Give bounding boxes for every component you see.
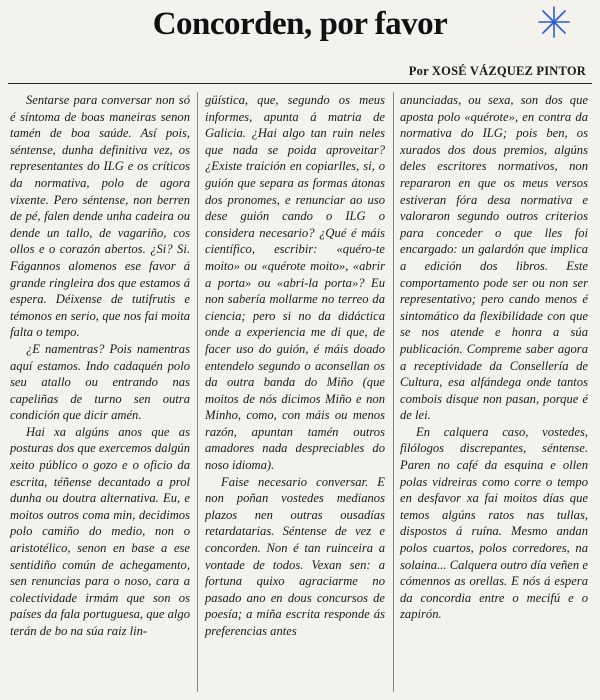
- paragraph: Sentarse para conversar non só é síntoma de boas maneiras senon tamén de boa saúde. Así pois, séntense, dunha definitiva vez, os representantes do ILG e os críticos da normativa, polo de agora vixente. Pero séntense, non berren de pé, falen dende unha cadeira ou dende un tallo, de vagariño, cos ollos e o corazón abertos. ¿Si? Si. Fágannos alomenos ese favor á grande ringleira dos que estamos á espera. Déixense de tutifrutis e témonos en serio, que nos fai moita falta o tempo.: [10, 93, 190, 340]
- column-divider: [393, 92, 394, 692]
- paragraph: ¿E namentras? Pois namentras aquí estamos. Indo cadaquén polo seu atallo ou entrando nas capeliñas de turno sen outra condición que dicir amén.: [10, 341, 190, 423]
- article-column-1: [10, 92, 190, 640]
- paragraph: Hai xa algúns anos que as posturas dos que exercemos dalgún xeito público o gozo e o oficio da escrita, téñense decantado a prol dunha ou doutra alternativa. Eu, e moitos outros coma min, decidimos polo camiño do medio, non o aristotélico, senon en base a ese sentidiño común de achegamento, sen renuncias para o noso, cara a colectividade irmám que son os países da fala portuguesa, que algo terán de bo na súa raiz lin-: [10, 424, 190, 638]
- article-column-3: [400, 92, 588, 623]
- article-title: Concorden, por favor: [152, 6, 448, 42]
- byline: Por XOSÉ VÁZQUEZ PINTOR: [408, 64, 586, 78]
- column-divider: [197, 92, 198, 692]
- paragraph: Faise necesario conversar. E non poñan vostedes medianos plazos nen outras ousadías retardatarias. Séntense de vez e concorden. Non é tan ruinceira a vontade de todos. Vexan sen: a fortuna quixo agraciarme no pasado ano en dous concursos de poesía; a miña escrita responde ás preferencias antes: [205, 474, 385, 638]
- asterisk-icon: [536, 4, 572, 40]
- paragraph: anunciadas, ou sexa, son dos que aposta polo «quérote», en contra da normativa do ILG; pois ben, os xurados dos dous premios, algúns deles escritores normativos, non repararon en que os meus versos estiveran fóra desa normativa e valoraron segundo outros criterios para conceder o que lles foi encargado: un galardón que implica a edición dos libros. Este comportamento pode ser ou non ser representativo; pero cando menos é sintomático da flexibilidade con que se nos atende e honra a súa publicación. Compreme saber agora a receptividade da Consellería de Cultura, esa alfándega onde tantos combois disque non pasan, porque é de lei.: [400, 93, 588, 423]
- header-divider: [8, 83, 592, 84]
- article-column-2: [205, 92, 385, 640]
- paragraph: En calquera caso, vostedes, filólogos discrepantes, séntense. Paren no café da esquina e ollen polas vidreiras como corre o tempo en desfavor xa fai moitos días que temos algúns ratos nas tullas, dispostos á ruína. Mesmo andan polos cuartos, polos corredores, na solaina... Calquera outro día veñen e cómennos as orellas. E nós á espera da concordia entre o mecifú e o zapirón.: [400, 424, 588, 622]
- paragraph: güística, que, segundo os meus informes, apunta á matria de Galicia. ¿Hai algo tan ruin neles que nada se poida aproveitar? ¿Existe traición en copiarlles, si, o guión que separa as formas átonas dos pronomes, e renunciar ao uso dese guión cando o ILG o considera necesario? ¿Qué é máis científico, escribir: «quéro-te moito» ou «quérote moito», «abrir a porta» ou «abri-la porta»? Eu non sabería mollarme no terreo da ciencia; pero si no da didáctica onde a experiencia me di que, de facer uso do guión, é máis doado entendelo segundo o aconsellan os da outra banda do Miño (que moitos de nós dicimos Miño e non Minho, como, con máis ou menos razón, apuntan tamén outros amadores nada despreciables do noso idioma).: [205, 93, 385, 473]
